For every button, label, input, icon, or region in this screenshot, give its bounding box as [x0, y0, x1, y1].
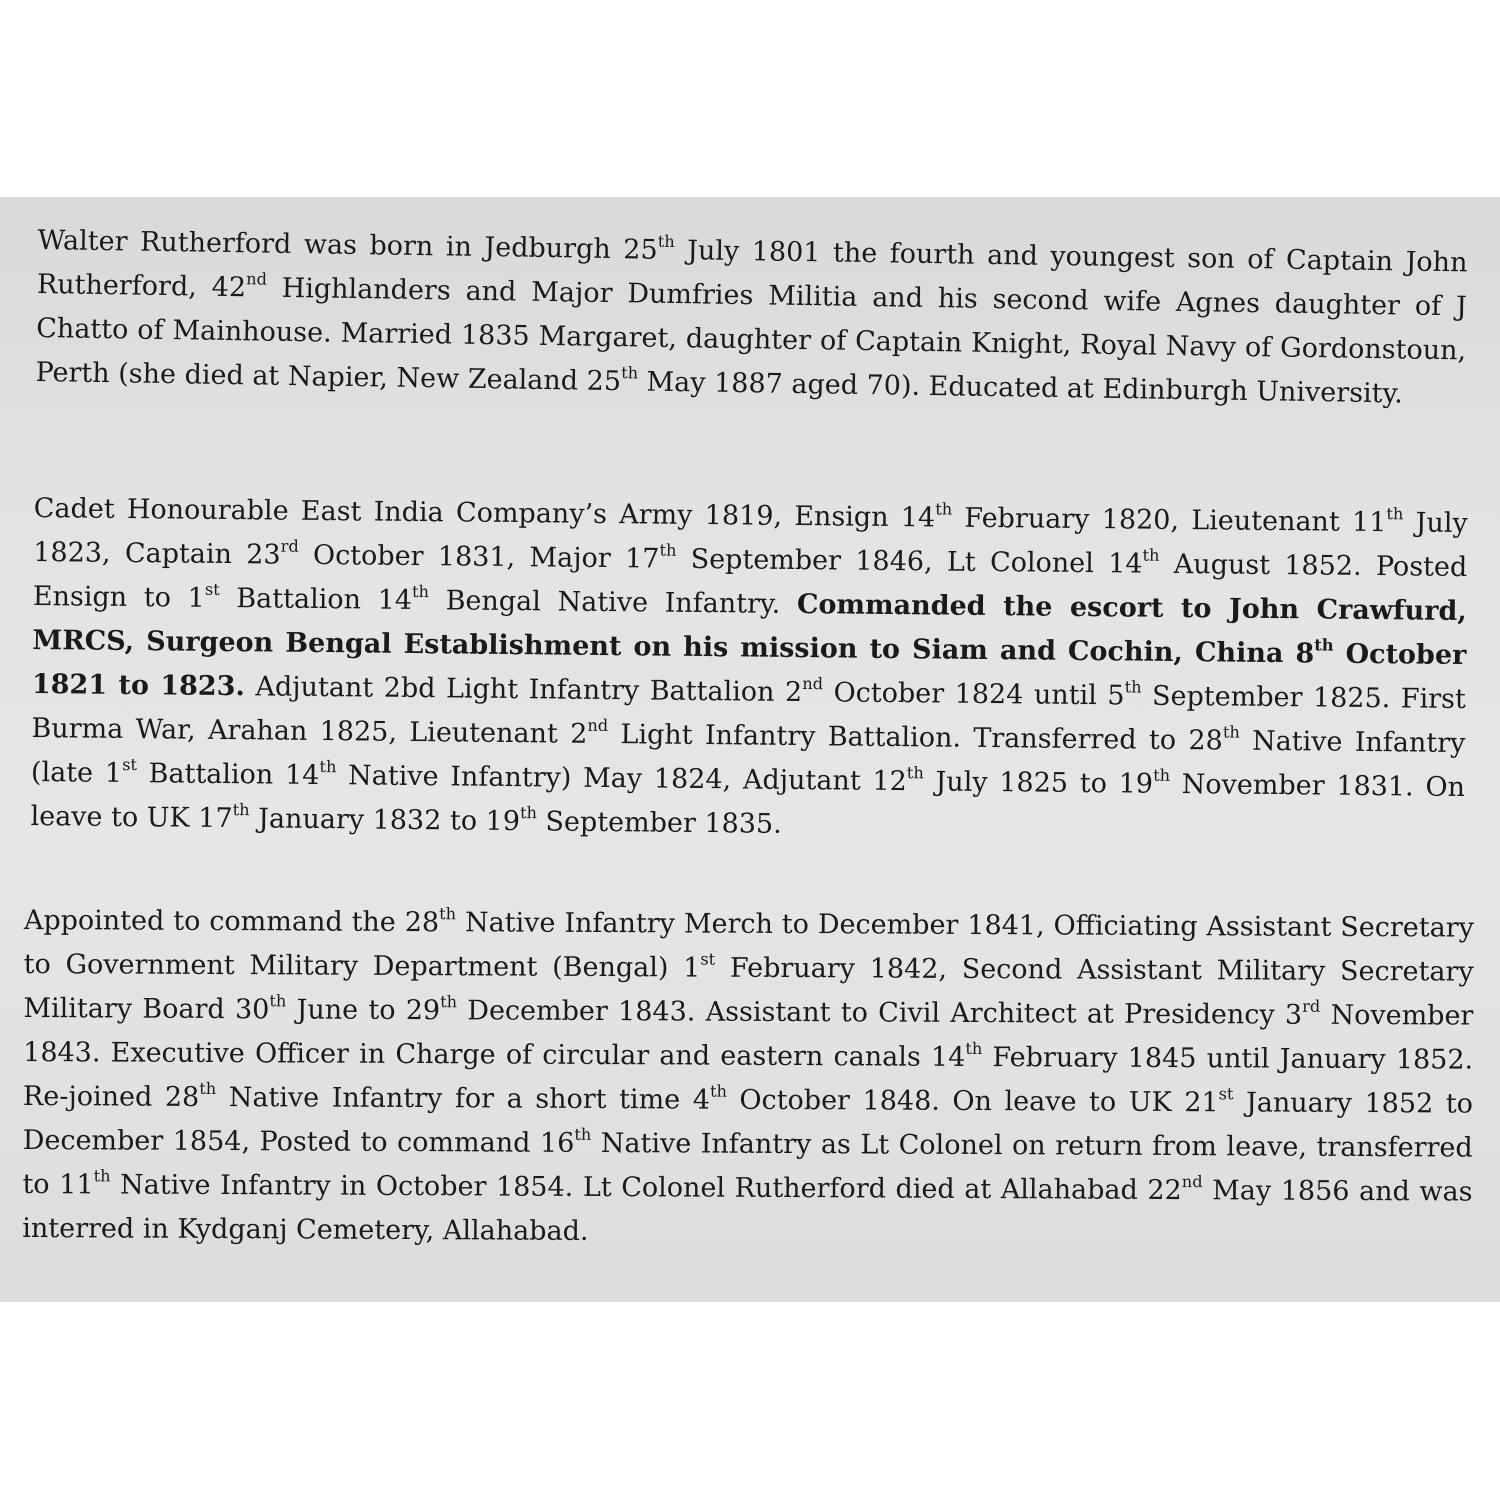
text-run: September 1835. [536, 806, 782, 840]
text-run: February 1845 until January 1852. Re-joined 28 [22, 1042, 1474, 1113]
text-run: Native Infantry in October 1854. Lt Colonel Rutherford died at Allahabad 22 [110, 1169, 1182, 1207]
text-run: Battalion 14 [136, 758, 320, 792]
ordinal-suffix: st [1218, 1083, 1234, 1103]
text-run: Commanded the escort to John Crawfurd, MRCS, Surgeon Bengal Establishment on his mission to Siam and Cochin, China 8 [32, 588, 1467, 670]
text-run: Native Infantry (late 1 [30, 725, 1466, 789]
paragraph-biography [35, 219, 1468, 417]
ordinal-suffix: th [520, 802, 538, 822]
text-run: Native Infantry) May 1824, Adjutant 12 [336, 760, 907, 798]
ordinal-suffix: th [1124, 677, 1142, 697]
ordinal-suffix: th [1314, 634, 1334, 655]
ordinal-suffix: th [412, 581, 430, 601]
text-run: Native Infantry for a short time 4 [216, 1082, 711, 1116]
ordinal-suffix: nd [587, 715, 609, 735]
ordinal-suffix: nd [802, 673, 824, 693]
ordinal-suffix: rd [1302, 996, 1321, 1016]
ordinal-suffix: th [1153, 765, 1171, 785]
text-run: May 1856 and was interred in Kydganj Cemetery, Allahabad. [22, 1175, 1473, 1247]
text-run: July 1823, Captain 23 [33, 507, 1468, 571]
text-run: Native Infantry as Lt Colonel on return from leave, transferred to 11 [22, 1127, 1473, 1201]
ordinal-suffix: st [700, 949, 716, 969]
text-run: Native Infantry Merch to December 1841, Officiating Assistant Secretary to Government Military Department (Bengal) 1 [23, 907, 1474, 984]
document-photo [0, 197, 1500, 1302]
text-run: May 1887 aged 70). Educated at Edinburgh University. [637, 366, 1404, 410]
text-run: Appointed to command the 28 [23, 904, 440, 939]
ordinal-suffix: th [1386, 503, 1404, 523]
ordinal-suffix: th [935, 499, 953, 519]
ordinal-suffix: th [709, 1081, 727, 1101]
ordinal-suffix: nd [1181, 1171, 1203, 1191]
ordinal-suffix: th [93, 1165, 111, 1186]
text-run: Walter Rutherford was born in Jedburgh 25 [37, 224, 658, 266]
ordinal-suffix: th [440, 991, 458, 1011]
text-run: September 1846, Lt Colonel 14 [676, 543, 1143, 580]
text-run: August 1852. Posted Ensign to 1 [32, 548, 1468, 614]
paragraph-later-appointments [22, 899, 1474, 1259]
ordinal-suffix: st [122, 754, 138, 774]
ordinal-suffix: th [1222, 722, 1240, 742]
ordinal-suffix: th [319, 756, 337, 776]
text-run: February 1842, Second Assistant Military Secretary Military Board 30 [23, 952, 1474, 1026]
text-run: October 1848. On leave to UK 21 [726, 1084, 1219, 1119]
ordinal-suffix: rd [280, 536, 299, 556]
text-run: Light Infantry Battalion. Transferred to 28 [607, 719, 1223, 757]
text-run: June to 29 [286, 994, 441, 1027]
text-run: November 1831. On leave to UK 17 [30, 768, 1466, 835]
text-run: October 1821 to 1823. [31, 638, 1467, 703]
text-run: July 1801 the fourth and youngest son of Captain John Rutherford, 42 [36, 235, 1468, 304]
ordinal-suffix: th [906, 762, 924, 782]
ordinal-suffix: th [574, 1124, 592, 1144]
text-run: Cadet Honourable East India Company’s Army 1819, Ensign 14 [33, 492, 936, 534]
text-run: January 1852 to December 1854, Posted to command 16 [22, 1087, 1474, 1159]
ordinal-suffix: st [204, 579, 220, 599]
text-run: January 1832 to 19 [249, 803, 521, 838]
text-run: Highlanders and Major Dumfries Militia and his second wife Agnes daughter of J Chatto of Mainhouse. Married 1835 Margaret, daughter of Captain Knight, Royal Navy of Gordonstoun, Perth (she died at Napier, New Zealand 25 [35, 272, 1468, 398]
text-run: July 1825 to 19 [923, 766, 1154, 800]
text-run: October 1824 until 5 [822, 677, 1125, 712]
text-run: September 1825. First Burma War, Arahan 1825, Lieutenant 2 [31, 680, 1467, 750]
ordinal-suffix: th [1142, 545, 1160, 565]
text-run: October 1831, Major 17 [298, 539, 660, 575]
text-run: November 1843. Executive Officer in Charge of circular and eastern canals 14 [23, 999, 1474, 1073]
ordinal-suffix: th [439, 903, 457, 923]
ordinal-suffix: th [199, 1078, 217, 1098]
ordinal-suffix: nd [246, 268, 268, 289]
text-run: Adjutant 2bd Light Infantry Battalion 2 [244, 671, 803, 709]
text-run: Battalion 14 [219, 582, 413, 616]
ordinal-suffix: th [269, 990, 287, 1010]
paragraph-military-career [30, 487, 1468, 854]
text-run: Bengal Native Infantry. [428, 585, 798, 620]
paper-sheet [0, 197, 1500, 1302]
ordinal-suffix: th [621, 362, 639, 383]
text-run: February 1820, Lieutenant 11 [951, 502, 1387, 539]
text-run: December 1843. Assistant to Civil Architect at Presidency 3 [456, 995, 1303, 1031]
ordinal-suffix: th [657, 231, 675, 251]
ordinal-suffix: th [232, 799, 250, 819]
ordinal-suffix: th [659, 540, 677, 560]
ordinal-suffix: th [965, 1038, 983, 1058]
